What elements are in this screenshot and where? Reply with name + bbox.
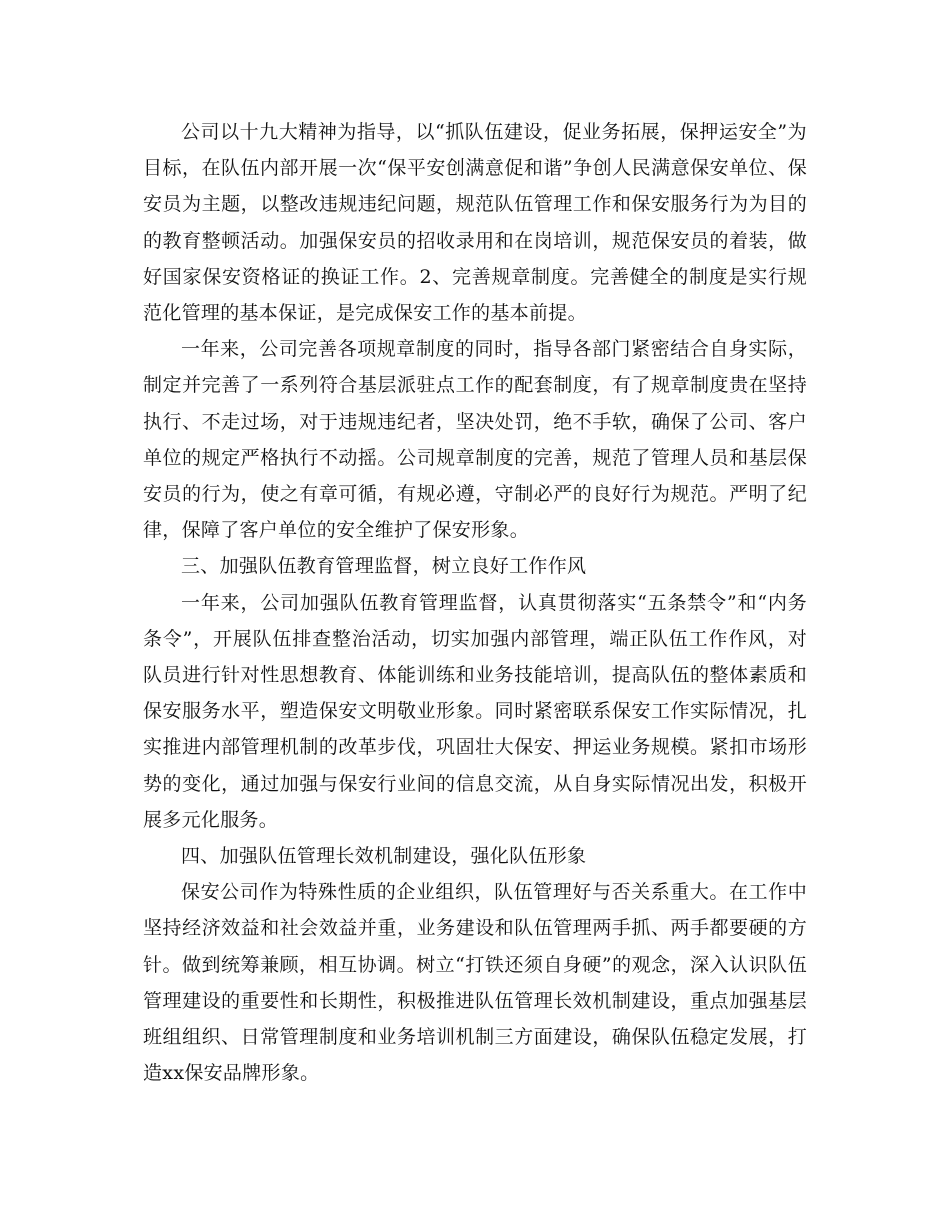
paragraph-education: 一年来，公司加强队伍教育管理监督，认真贯彻落实“五条禁令”和“内务条令”，开展队伍排查整治活动，切实加强内部管理，端正队伍工作作风，对队员进行针对性思想教育、体能训练和业务技能培训，提高队伍的整体素质和保安服务水平，塑造保安文明敬业形象。同时紧密联系保安工作实际情况，扎实推进内部管理机制的改革步伐，巩固壮大保安、押运业务规模。紧扣市场形势的变化，通过加强与保安行业间的信息交流，从自身实际情况出发，积极开展多元化服务。 [143, 591, 807, 831]
paragraph-rules: 一年来，公司完善各项规章制度的同时，指导各部门紧密结合自身实际，制定并完善了一系列符合基层派驻点工作的配套制度，有了规章制度贵在坚持执行、不走过场，对于违规违纪者，坚决处罚，绝不手软，确保了公司、客户单位的规定严格执行不动摇。公司规章制度的完善，规范了管理人员和基层保安员的行为，使之有章可循，有规必遵，守制必严的良好行为规范。严明了纪律，保障了客户单位的安全维护了保安形象。 [143, 338, 807, 542]
heading-section-three: 三、加强队伍教育管理监督，树立良好工作作风 [181, 555, 587, 578]
paragraph-intro: 公司以十九大精神为指导，以“抓队伍建设，促业务拓展，保押运安全”为目标，在队伍内部开展一次“保平安创满意促和谐”争创人民满意保安单位、保安员为主题，以整改违规违纪问题，规范队伍管理工作和保安服务行为为目的的教育整顿活动。加强保安员的招收录用和在岗培训，规范保安员的着装，做好国家保安资格证的换证工作。2、完善规章制度。完善健全的制度是实行规范化管理的基本保证，是完成保安工作的基本前提。 [143, 121, 807, 325]
document-body [143, 114, 807, 1091]
heading-section-four: 四、加强队伍管理长效机制建设，强化队伍形象 [181, 845, 587, 868]
paragraph-mechanism: 保安公司作为特殊性质的企业组织，队伍管理好与否关系重大。在工作中坚持经济效益和社会效益并重，业务建设和队伍管理两手抓、两手都要硬的方针。做到统筹兼顾，相互协调。树立“打铁还须自身硬”的观念，深入认识队伍管理建设的重要性和长期性，积极推进队伍管理长效机制建设，重点加强基层班组组织、日常管理制度和业务培训机制三方面建设，确保队伍稳定发展，打造xx保安品牌形象。 [143, 881, 807, 1085]
